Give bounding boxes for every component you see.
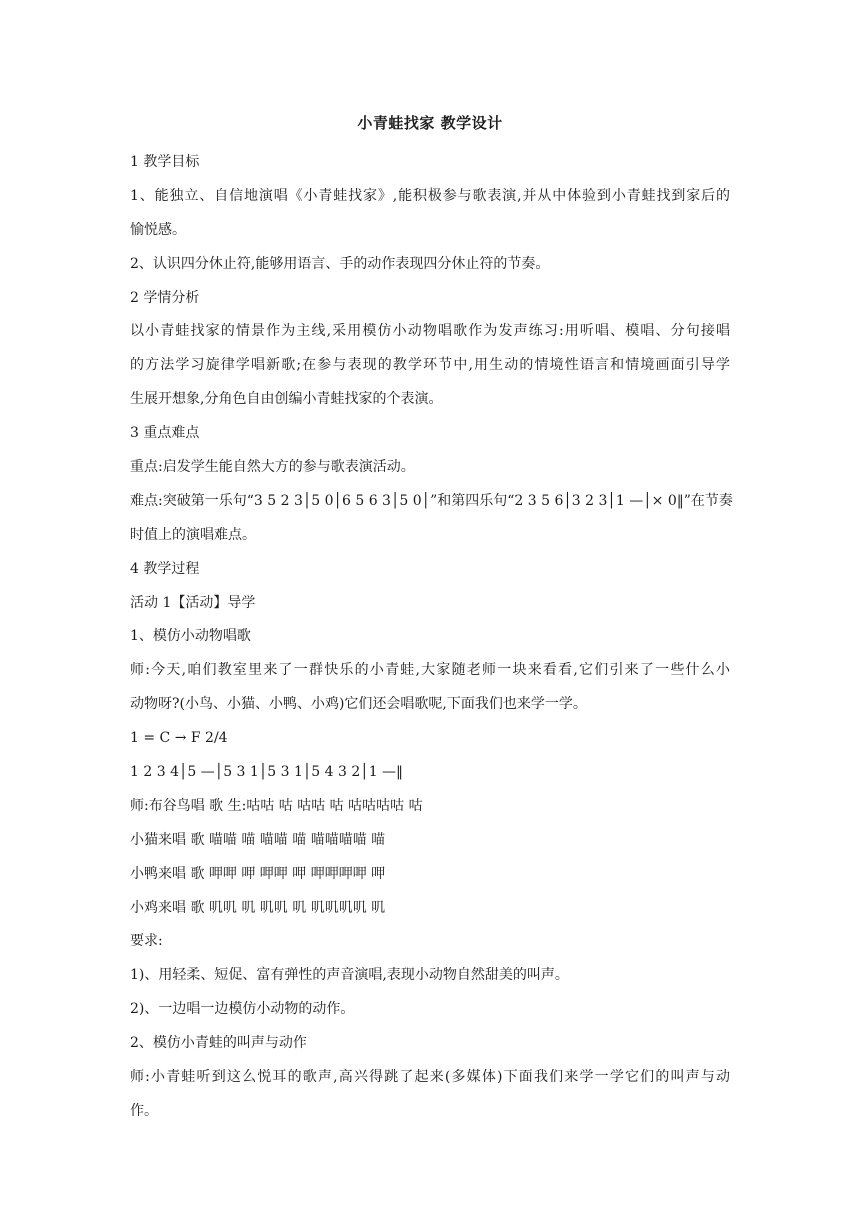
text-line: 2)、一边唱一边模仿小动物的动作。 (130, 1001, 355, 1018)
text-line: 4 教学过程 (130, 560, 200, 577)
text-line: 作。 (130, 1102, 158, 1119)
text-line: 以小青蛙找家的情景作为主线,采用模仿小动物唱歌作为发声练习:用听唱、模唱、分句接唱 (130, 323, 730, 340)
text-line: 2 学情分析 (130, 289, 200, 306)
text-line: 动物呀?(小鸟、小猫、小鸭、小鸡)它们还会唱歌呢,下面我们也来学一学。 (130, 696, 587, 713)
text-line: 生展开想象,分角色自由创编小青蛙找家的个表演。 (130, 391, 443, 408)
text-line: 小鸡来唱 歌 叽叽 叽 叽叽 叽 叽叽叽叽 叽 (130, 899, 386, 916)
text-line: 师:今天,咱们教室里来了一群快乐的小青蛙,大家随老师一块来看看,它们引来了一些什么小 (130, 662, 730, 679)
text-line: 要求: (130, 933, 163, 950)
text-line: 1 2 3 4│5 —│5 3 1│5 3 1│5 4 3 2│1 —‖ (130, 764, 404, 781)
text-line: 师:小青蛙听到这么悦耳的歌声,高兴得跳了起来(多媒体)下面我们来学一学它们的叫声与动 (130, 1069, 730, 1086)
text-line: 愉悦感。 (130, 221, 186, 238)
text-line: 1 = C → F 2/4 (130, 730, 228, 747)
text-line: 2、认识四分休止符,能够用语言、手的动作表现四分休止符的节奏。 (130, 255, 550, 272)
text-line: 的方法学习旋律学唱新歌;在参与表现的教学环节中,用生动的情境性语言和情境画面引导学 (130, 357, 730, 374)
text-line: 2、模仿小青蛙的叫声与动作 (130, 1035, 307, 1052)
text-line: 3 重点难点 (130, 425, 200, 442)
text-line: 1 教学目标 (130, 154, 200, 170)
document-body (130, 146, 733, 1129)
text-line: 小鸭来唱 歌 呷呷 呷 呷呷 呷 呷呷呷呷 呷 (130, 865, 386, 882)
text-line: 师:布谷鸟唱 歌 生:咕咕 咕 咕咕 咕 咕咕咕咕 咕 (130, 797, 423, 814)
text-line: 重点:启发学生能自然大方的参与歌表演活动。 (130, 459, 415, 476)
text-line: 难点:突破第一乐句“3 5 2 3│5 0│6 5 6 3│5 0│”和第四乐句“2 3 5 6│3 2 3│1 —│× 0‖”在节奏 (130, 492, 733, 509)
text-line: 1)、用轻柔、短促、富有弹性的声音演唱,表现小动物自然甜美的叫声。 (130, 967, 569, 984)
text-line: 1、能独立、自信地演唱《小青蛙找家》,能积极参与歌表演,并从中体验到小青蛙找到家后的 (130, 187, 730, 204)
text-line: 小猫来唱 歌 喵喵 喵 喵喵 喵 喵喵喵喵 喵 (130, 831, 386, 848)
text-line: 1、模仿小动物唱歌 (130, 628, 251, 645)
text-line: 时值上的演唱难点。 (130, 526, 256, 543)
text-line: 活动 1【活动】导学 (130, 594, 256, 611)
page-title: 小青蛙找家 教学设计 (357, 114, 503, 132)
